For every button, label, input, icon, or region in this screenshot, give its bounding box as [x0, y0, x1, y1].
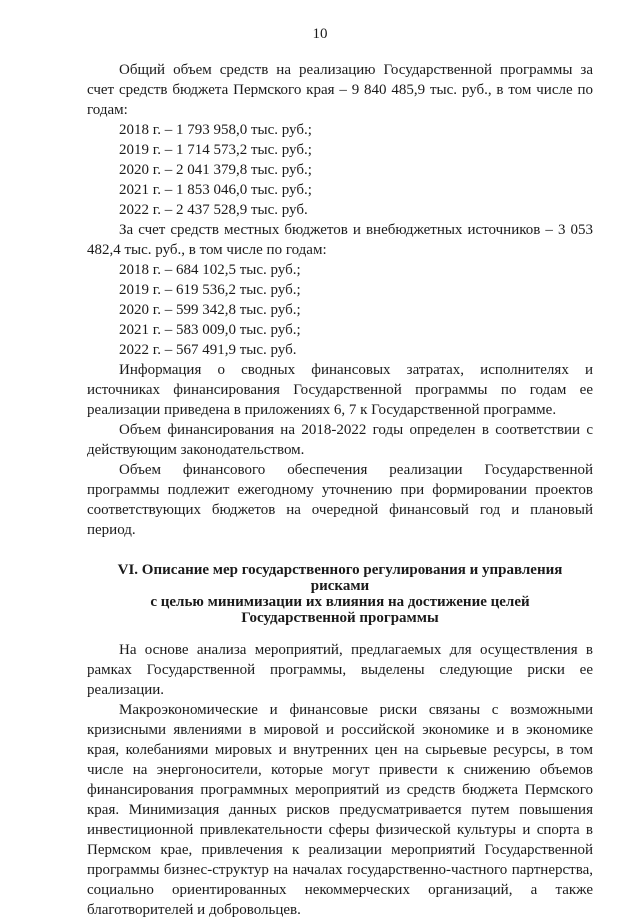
- local-year-line: 2021 г. – 583 009,0 тыс. руб.;: [119, 322, 301, 338]
- paragraph-macroeconomic-risks: Макроэкономические и финансовые риски связаны с возможными кризисными явлениями в мировой и российской экономике и в экономике края, колебаниями мировых и внутренних цен на сырьевые ресурсы, в том числе на энергоносители, которые могут привести к снижению объемов финансирования программных мероприятий из средств бюджета Пермского края. Минимизация данных рисков предусматривается путем повышения инвестиционной привлекательности сферы физической культуры и спорта в Пермском крае, привлечения к реализации мероприятий Государственной программы бизнес-структур на началах государственно-частного партнерства, социально ориентированных некоммерческих организаций, а также благотворителей и добровольцев.: [87, 702, 593, 918]
- paragraph-risks-intro: На основе анализа мероприятий, предлагаемых для осуществления в рамках Государственной программы, выделены следующие риски ее реализации.: [87, 642, 593, 698]
- document-body: [87, 60, 593, 920]
- local-year-line: 2020 г. – 599 342,8 тыс. руб.;: [119, 302, 301, 318]
- section-heading-line: Государственной программы: [241, 610, 439, 626]
- local-year-line: 2018 г. – 684 102,5 тыс. руб.;: [119, 262, 301, 278]
- section-heading: [87, 562, 593, 626]
- page-number: 10: [312, 26, 328, 42]
- paragraph-information: Информация о сводных финансовых затратах, исполнителях и источниках финансирования Государственной программы по годам ее реализации приведена в приложениях 6, 7 к Государственной программе.: [87, 362, 593, 418]
- local-year-line: 2022 г. – 567 491,9 тыс. руб.: [119, 342, 297, 358]
- paragraph-regional-budget: Общий объем средств на реализацию Государственной программы за счет средств бюджета Пермского края – 9 840 485,9 тыс. руб., в том числе по годам:: [87, 62, 593, 118]
- paragraph-financial-support: Объем финансового обеспечения реализации Государственной программы подлежит ежегодному уточнению при формировании проектов соответствующих бюджетов на очередной финансовый год и плановый период.: [87, 462, 593, 538]
- local-year-line: 2019 г. – 619 536,2 тыс. руб.;: [119, 282, 301, 298]
- paragraph-financing-volume: Объем финансирования на 2018-2022 годы определен в соответствии с действующим законодательством.: [87, 422, 593, 458]
- regional-year-line: 2022 г. – 2 437 528,9 тыс. руб.: [119, 202, 308, 218]
- regional-year-line: 2021 г. – 1 853 046,0 тыс. руб.;: [119, 182, 312, 198]
- spacer: [87, 626, 593, 640]
- regional-year-line: 2020 г. – 2 041 379,8 тыс. руб.;: [119, 162, 312, 178]
- regional-year-line: 2018 г. – 1 793 958,0 тыс. руб.;: [119, 122, 312, 138]
- section-heading-line: VI. Описание мер государственного регулирования и управления рисками: [117, 562, 563, 594]
- paragraph-local-budget: За счет средств местных бюджетов и внебюджетных источников – 3 053 482,4 тыс. руб., в том числе по годам:: [87, 222, 593, 258]
- section-heading-line: с целью минимизации их влияния на достижение целей: [150, 594, 530, 610]
- regional-year-line: 2019 г. – 1 714 573,2 тыс. руб.;: [119, 142, 312, 158]
